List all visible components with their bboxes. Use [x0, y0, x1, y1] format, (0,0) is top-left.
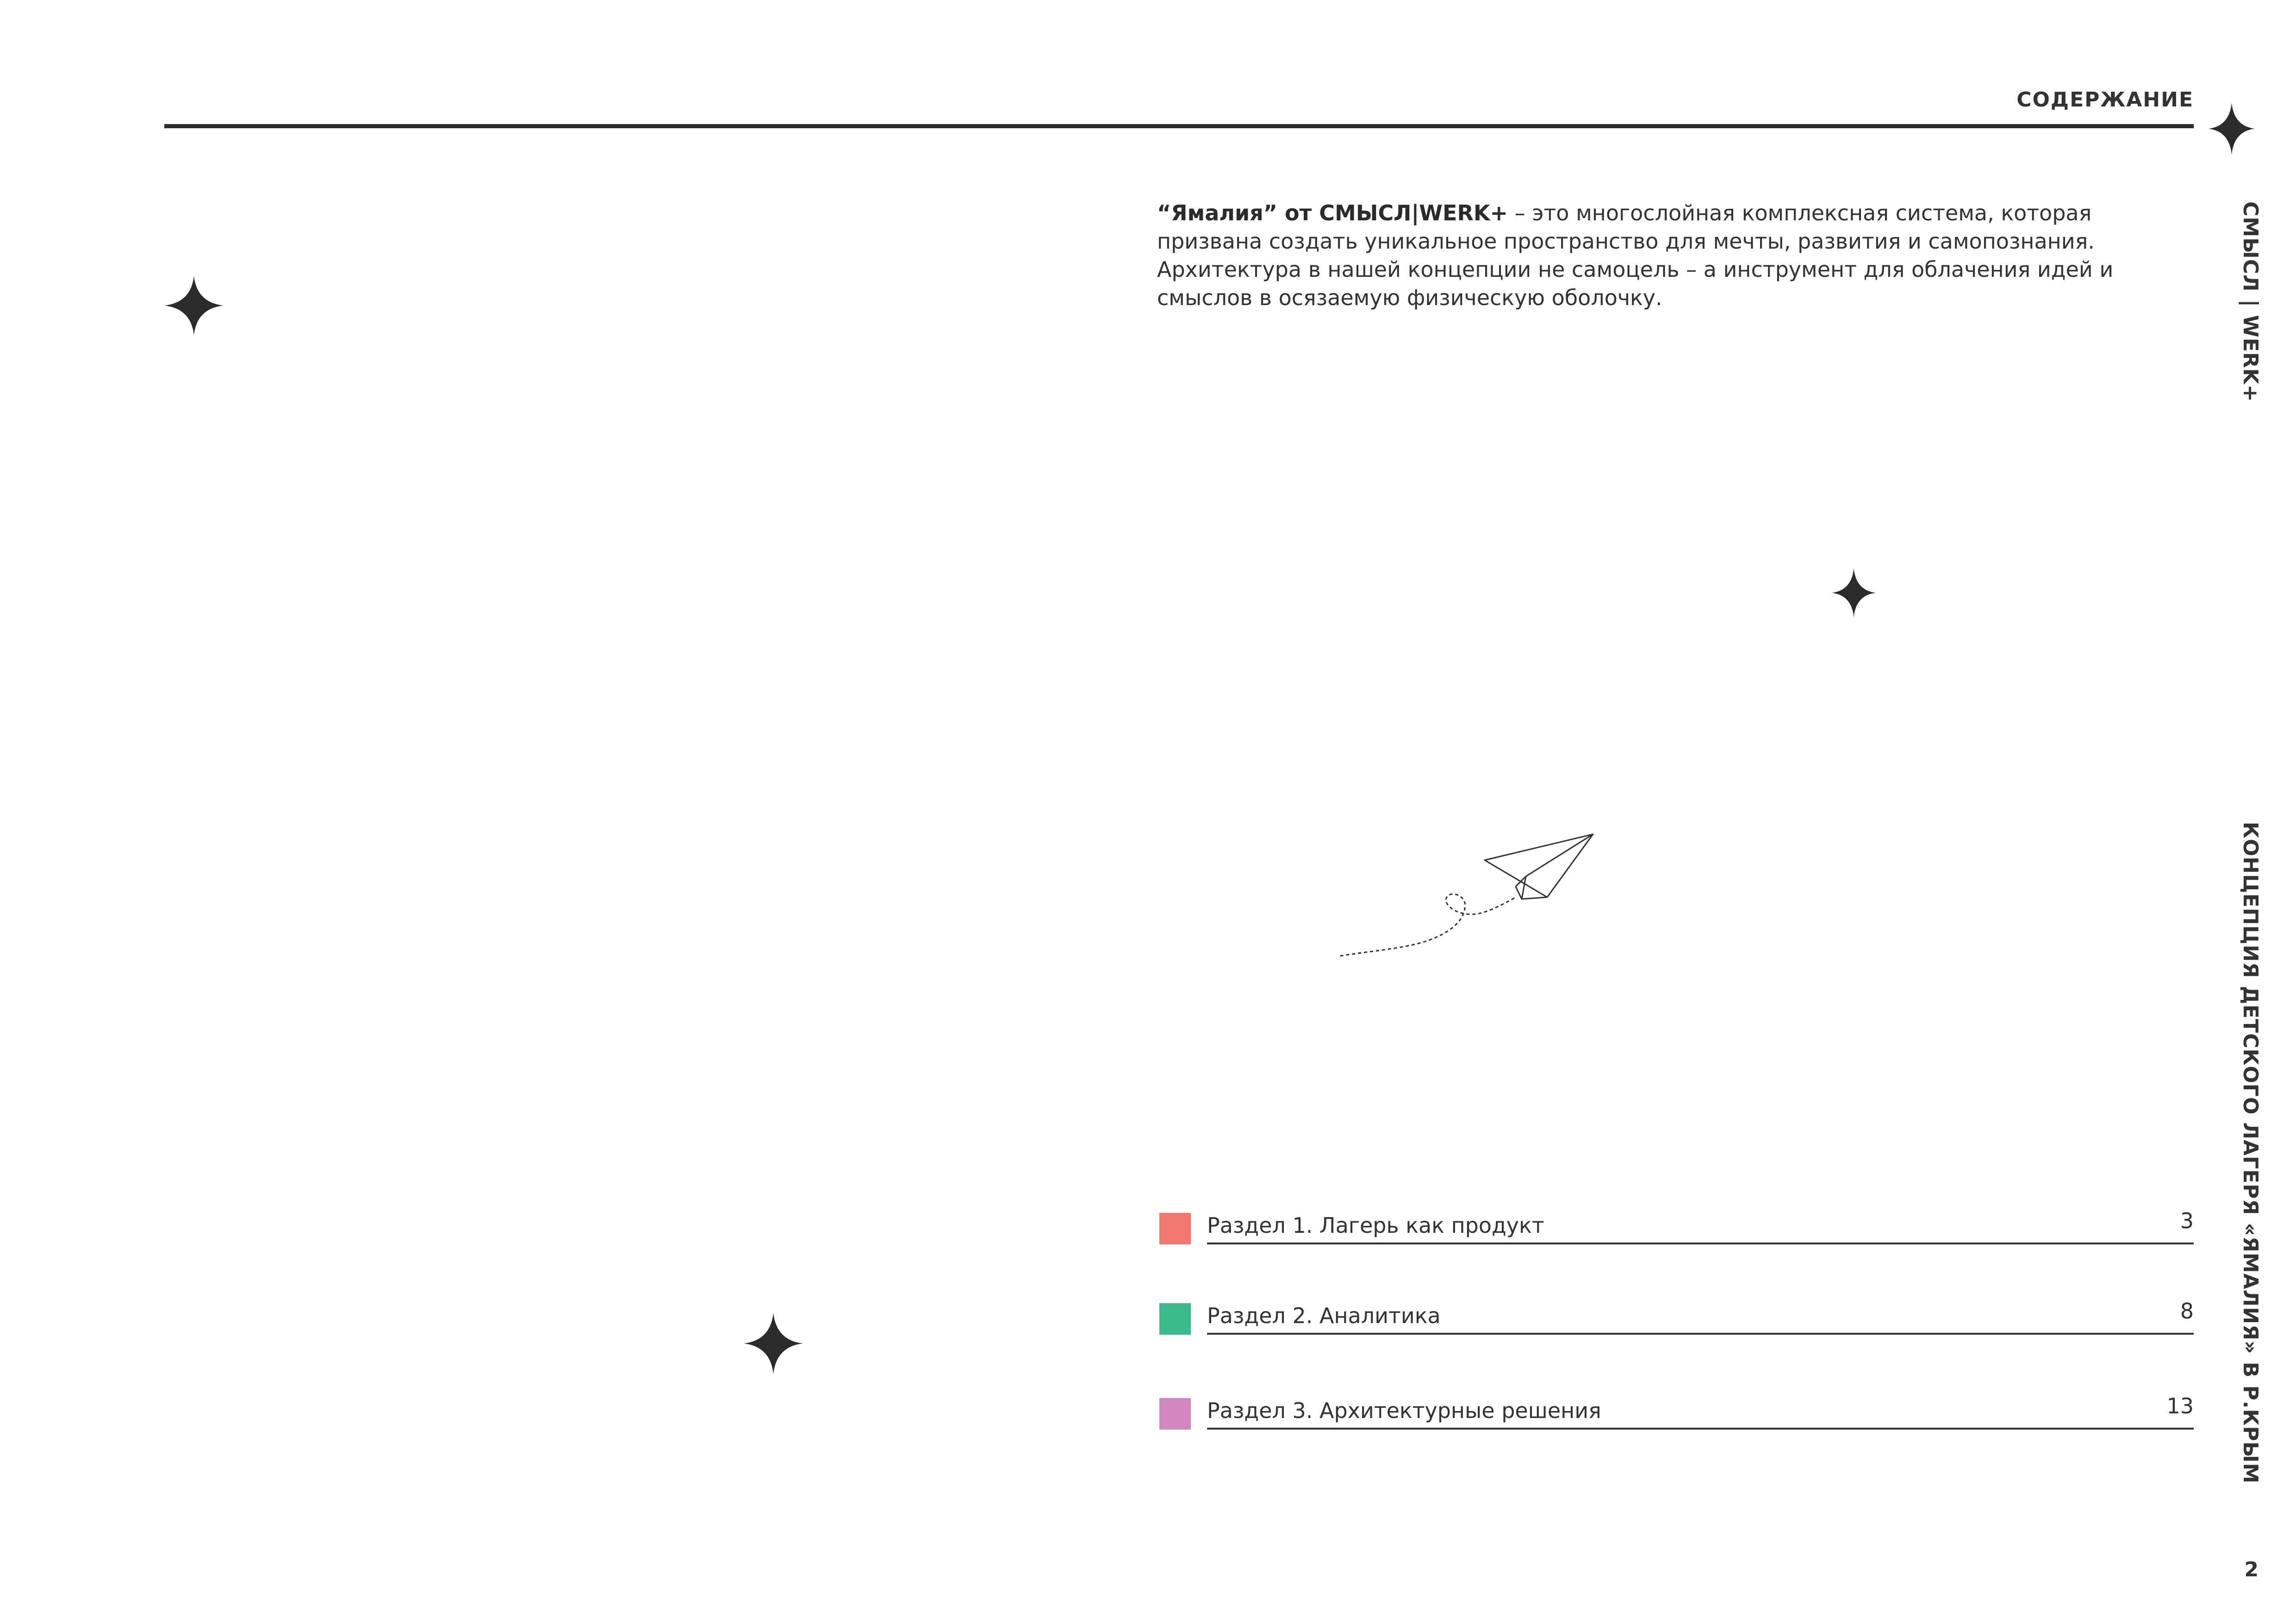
toc-item[interactable] — [1159, 1299, 2194, 1336]
toc-color-swatch — [1159, 1213, 1191, 1244]
sparkle-icon — [164, 276, 224, 335]
toc-underline — [1207, 1243, 2194, 1244]
intro-brand-text: “Ямалия” от СМЫСЛ|WERK+ — [1157, 200, 1508, 225]
sparkle-icon — [2209, 103, 2255, 155]
toc-item[interactable] — [1159, 1208, 2194, 1245]
toc-color-swatch — [1159, 1303, 1191, 1335]
toc-item-label: Раздел 3. Архитектурные решения — [1207, 1398, 1601, 1423]
toc-page-number: 8 — [2180, 1299, 2194, 1324]
sparkle-icon — [1832, 568, 1876, 617]
side-brand-label: СМЫСЛ | WERK+ — [2239, 201, 2262, 402]
header-divider — [164, 124, 2194, 128]
toc-item[interactable] — [1159, 1393, 2194, 1430]
toc-page-number: 3 — [2180, 1208, 2194, 1233]
page-number: 2 — [2244, 1558, 2259, 1581]
toc-underline — [1207, 1333, 2194, 1335]
paper-plane-icon — [1340, 829, 1606, 977]
toc-color-swatch — [1159, 1398, 1191, 1430]
intro-body-text: – это многослойная комплексная система, которая призвана создать уникальное пространство для мечты, развития и самопознания. Архитектура в нашей концепции не самоцель – а инструмент для облачения идей и смыслов в осязаемую физическую оболочку. — [1157, 200, 2114, 310]
side-concept-label: КОНЦЕПЦИЯ ДЕТСКОГО ЛАГЕРЯ «ЯМАЛИЯ» В Р.КРЫМ — [2239, 822, 2262, 1484]
page-title: СОДЕРЖАНИЕ — [2016, 88, 2194, 112]
toc-underline — [1207, 1428, 2194, 1430]
toc-item-label: Раздел 2. Аналитика — [1207, 1303, 1441, 1328]
toc-item-label: Раздел 1. Лагерь как продукт — [1207, 1213, 1544, 1238]
intro-paragraph — [1157, 199, 2203, 312]
sparkle-icon — [744, 1313, 803, 1374]
toc-page-number: 13 — [2166, 1393, 2194, 1418]
